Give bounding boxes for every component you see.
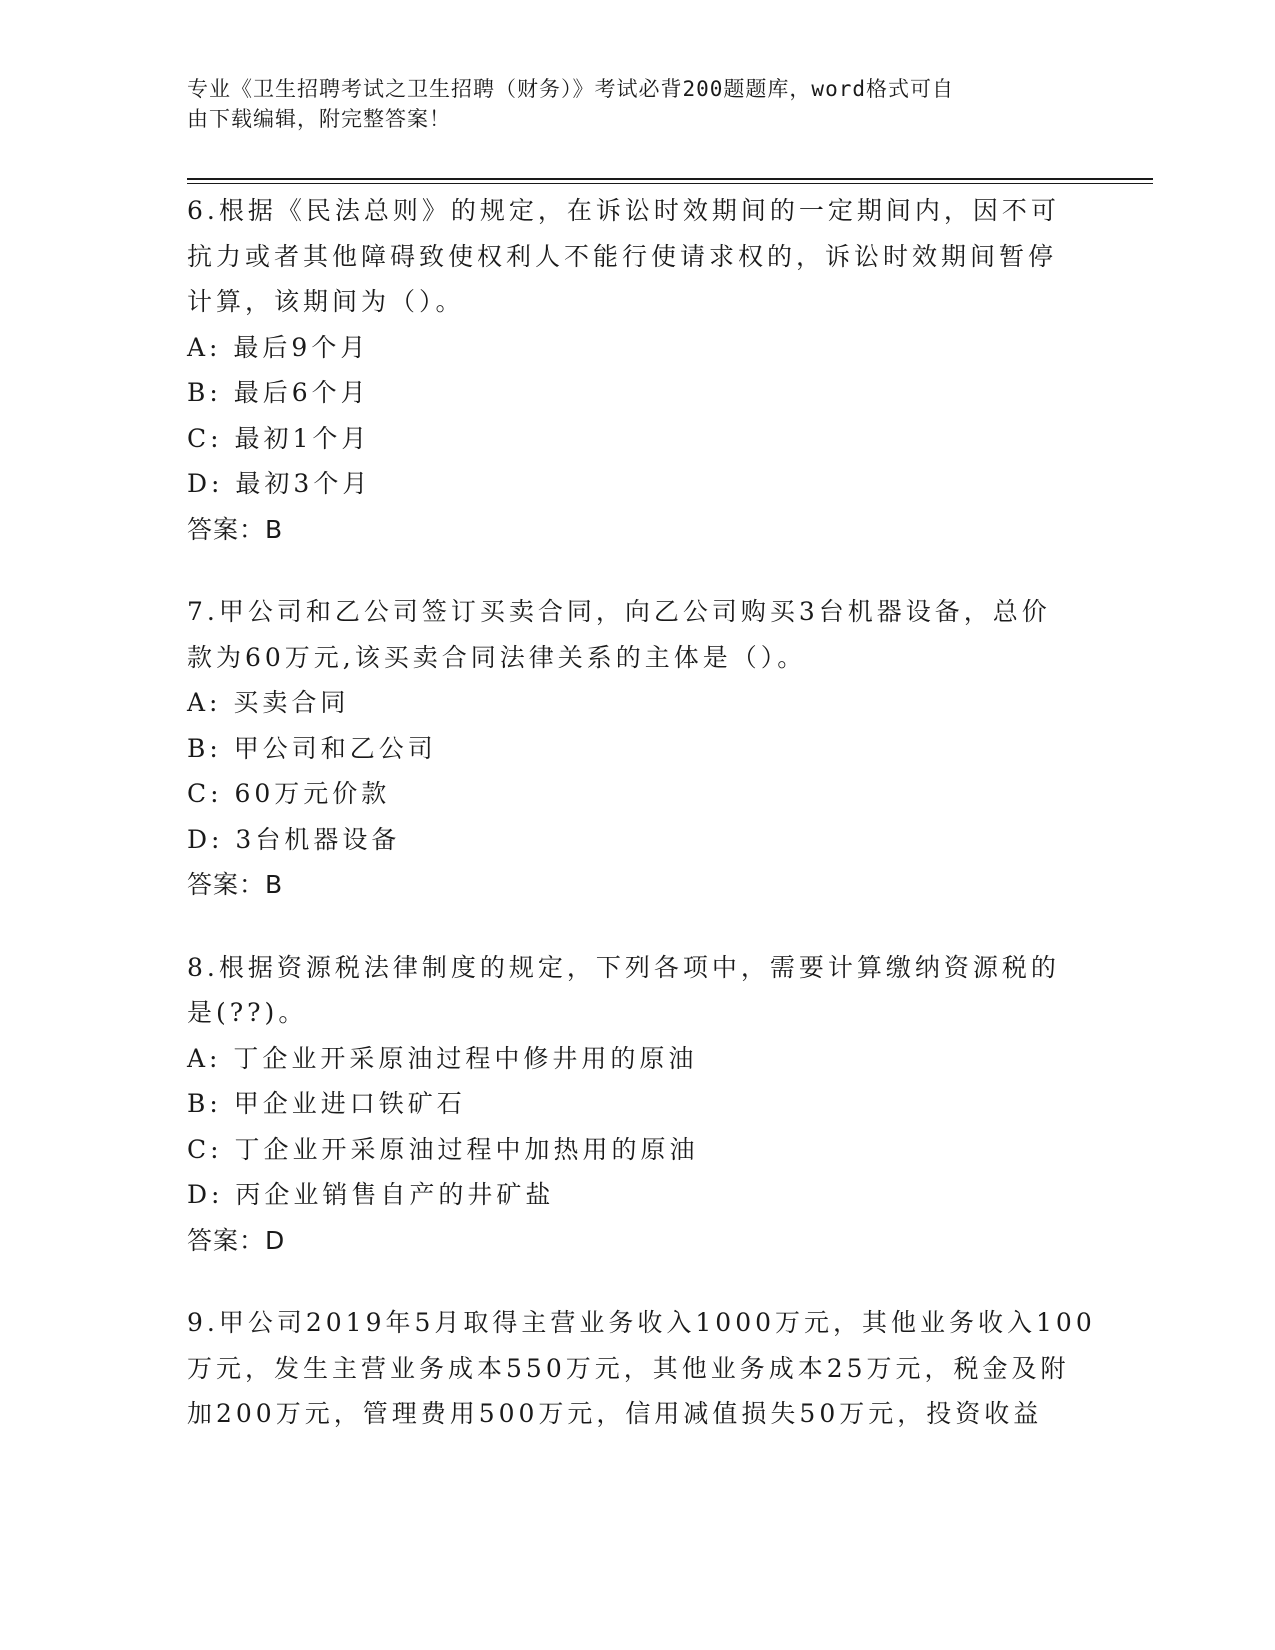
option-d: D: 丙企业销售自产的井矿盐 bbox=[187, 1180, 555, 1209]
question-text-line: 款为60万元,该买卖合同法律关系的主体是（）。 bbox=[187, 642, 807, 672]
header-divider-thin bbox=[187, 183, 1153, 184]
question-text-line: 是(??)。 bbox=[187, 998, 308, 1027]
question-6 bbox=[187, 188, 1087, 552]
option-a: A: 丁企业开采原油过程中修井用的原油 bbox=[187, 1043, 698, 1073]
header-line-1: 专业《卫生招聘考试之卫生招聘（财务）》考试必背200题题库，word格式可自 bbox=[187, 77, 954, 101]
question-text-line: 万元，发生主营业务成本550万元，其他业务成本25万元，税金及附 bbox=[187, 1353, 1070, 1383]
option-c: C: 丁企业开采原油过程中加热用的原油 bbox=[187, 1134, 699, 1164]
question-text-line: 计算，该期间为（）。 bbox=[187, 287, 465, 316]
option-b: B: 甲公司和乙公司 bbox=[187, 733, 437, 763]
question-text-line: 8.根据资源税法律制度的规定，下列各项中，需要计算缴纳资源税的 bbox=[187, 952, 1060, 982]
question-text-line: 加200万元，管理费用500万元，信用减值损失50万元，投资收益 bbox=[187, 1399, 1043, 1428]
option-a: A: 最后9个月 bbox=[187, 332, 370, 362]
option-c: C: 60万元价款 bbox=[187, 779, 391, 808]
answer-label: 答案：D bbox=[187, 1225, 286, 1255]
answer-label: 答案：B bbox=[187, 514, 284, 544]
option-c: C: 最初1个月 bbox=[187, 423, 371, 453]
answer-label: 答案：B bbox=[187, 870, 284, 899]
header-line-2: 由下载编辑，附完整答案！ bbox=[187, 107, 451, 131]
option-d: D: 3台机器设备 bbox=[187, 824, 401, 854]
question-text-line: 9.甲公司2019年5月取得主营业务收入1000万元，其他业务收入100 bbox=[187, 1308, 1096, 1337]
option-b: B: 甲企业进口铁矿石 bbox=[187, 1089, 466, 1118]
question-8 bbox=[187, 945, 1087, 1264]
option-d: D: 最初3个月 bbox=[187, 469, 372, 498]
option-a: A: 买卖合同 bbox=[187, 688, 350, 717]
question-text-line: 7.甲公司和乙公司签订买卖合同，向乙公司购买3台机器设备，总价 bbox=[187, 597, 1051, 626]
question-7 bbox=[187, 589, 1087, 908]
header-divider-thick bbox=[187, 178, 1153, 180]
question-list bbox=[187, 188, 1096, 1474]
question-text-line: 抗力或者其他障碍致使权利人不能行使请求权的，诉讼时效期间暂停 bbox=[187, 241, 1058, 271]
document-header bbox=[187, 74, 1067, 134]
question-text-line: 6.根据《民法总则》的规定，在诉讼时效期间的一定期间内，因不可 bbox=[187, 196, 1060, 225]
question-9 bbox=[187, 1300, 1096, 1437]
option-b: B: 最后6个月 bbox=[187, 378, 370, 407]
